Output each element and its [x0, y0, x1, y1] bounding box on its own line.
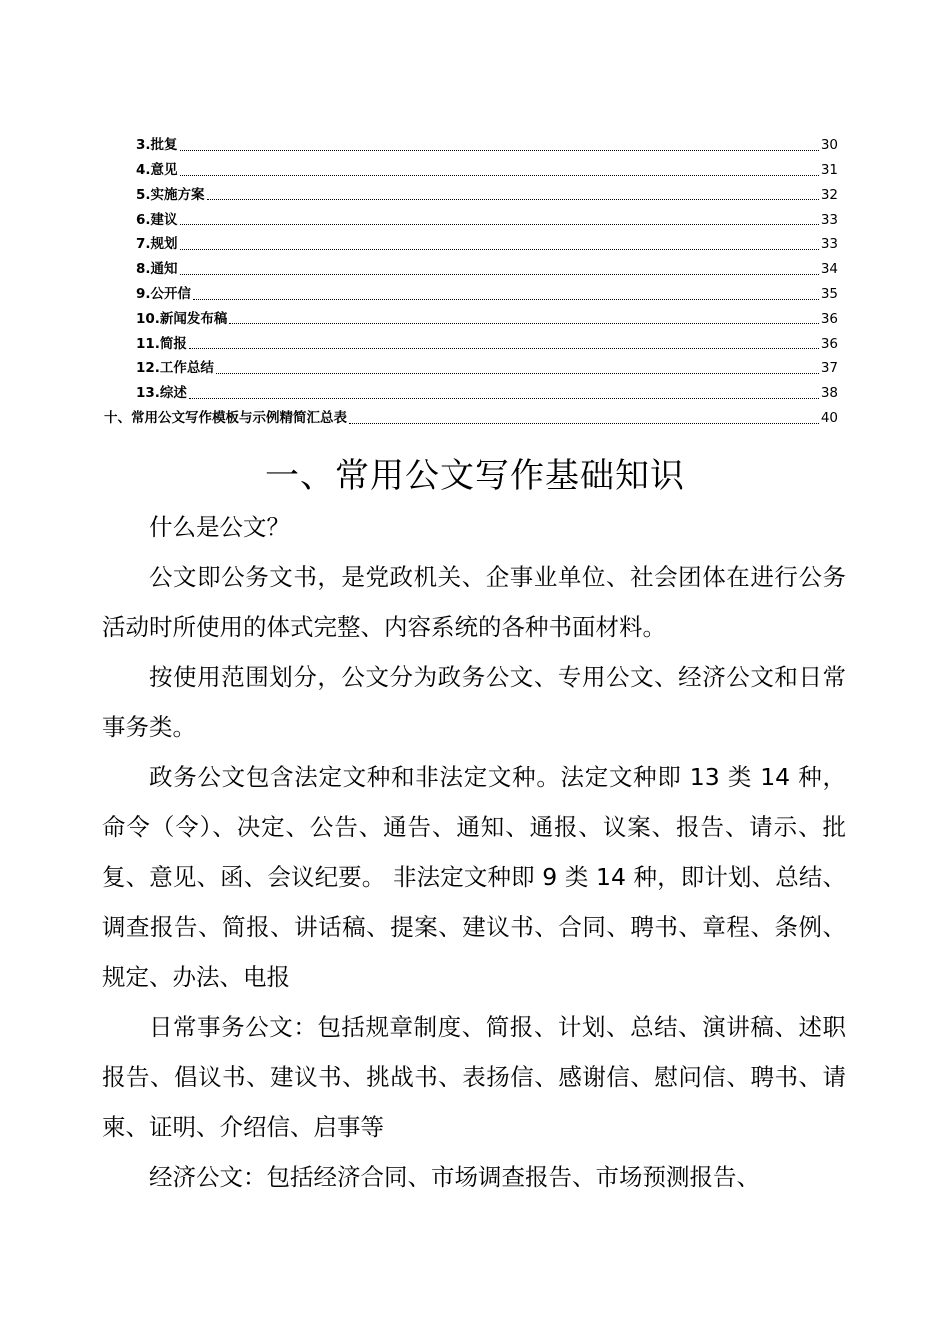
toc-dot-leader: [193, 298, 819, 300]
toc-dot-leader: [180, 273, 819, 275]
paragraph: 公文即公务文书，是党政机关、企事业单位、社会团体在进行公务活动时所使用的体式完整、内容系统的各种书面材料。: [102, 563, 846, 641]
toc-entry-label: 十、常用公文写作模板与示例精简汇总表: [104, 410, 347, 427]
toc-entry[interactable]: [104, 302, 838, 327]
toc-entry-label: 10.新闻发布稿: [136, 310, 228, 327]
toc-entry-label: 8.通知: [136, 261, 178, 278]
toc-dot-leader: [216, 372, 819, 374]
toc-entry[interactable]: [104, 153, 838, 178]
toc-page-number: 40: [820, 410, 838, 427]
toc-entry-label: 5.实施方案: [136, 186, 205, 203]
toc-dot-leader: [180, 174, 819, 176]
toc-entry[interactable]: [104, 277, 838, 302]
toc-dot-leader: [189, 397, 819, 399]
toc-entry-label: 7.规划: [136, 236, 178, 253]
toc-entry[interactable]: [104, 351, 838, 376]
toc-dot-leader: [180, 149, 819, 151]
toc-page-number: 36: [820, 310, 838, 327]
toc-entry-label: 4.意见: [136, 162, 178, 179]
toc-dot-leader: [207, 198, 819, 200]
toc-page-number: 37: [820, 360, 838, 377]
toc-entry[interactable]: [104, 128, 838, 153]
toc-entry-label: 13.综述: [136, 385, 187, 402]
toc-page-number: 32: [820, 186, 838, 203]
table-of-contents: [104, 128, 838, 426]
toc-page-number: 36: [820, 335, 838, 352]
paragraph: 什么是公文？: [149, 513, 290, 541]
toc-entry[interactable]: [104, 227, 838, 252]
toc-dot-leader: [229, 322, 818, 324]
toc-page-number: 31: [820, 162, 838, 179]
section-title: 一、常用公文写作基础知识: [265, 456, 685, 496]
toc-entry[interactable]: [104, 326, 838, 351]
toc-dot-leader: [180, 248, 819, 250]
toc-entry-chapter[interactable]: [104, 401, 838, 426]
paragraph: 按使用范围划分，公文分为政务公文、专用公文、经济公文和日常事务类。: [102, 663, 846, 741]
toc-dot-leader: [189, 347, 819, 349]
paragraph: 经济公文：包括经济合同、市场调查报告、市场预测报告、: [149, 1163, 760, 1191]
toc-entry[interactable]: [104, 376, 838, 401]
toc-dot-leader: [180, 223, 819, 225]
toc-page-number: 33: [820, 236, 838, 253]
toc-entry-label: 6.建议: [136, 211, 178, 228]
toc-entry[interactable]: [104, 178, 838, 203]
toc-page-number: 34: [820, 261, 838, 278]
toc-dot-leader: [349, 422, 819, 424]
body-text: [102, 502, 846, 1202]
toc-page-number: 33: [820, 211, 838, 228]
toc-entry-label: 11.简报: [136, 335, 187, 352]
toc-page-number: 38: [820, 385, 838, 402]
toc-page-number: 30: [820, 137, 838, 154]
toc-entry-label: 3.批复: [136, 137, 178, 154]
paragraph: 政务公文包含法定文种和非法定文种。法定文种即 13 类 14 种，命令（令）、决定、公告、通告、通知、通报、议案、报告、请示、批复、意见、函、会议纪要。 非法定文种即 9 类 14 种，即计划、总结、调查报告、简报、讲话稿、提案、建议书、合同、聘书、章程、条例、规定、办法、电报: [102, 763, 846, 991]
toc-entry-label: 9.公开信: [136, 286, 192, 303]
toc-entry[interactable]: [104, 252, 838, 277]
toc-page-number: 35: [820, 286, 838, 303]
toc-entry[interactable]: [104, 202, 838, 227]
paragraph: 日常事务公文：包括规章制度、简报、计划、总结、演讲稿、述职报告、倡议书、建议书、挑战书、表扬信、感谢信、慰问信、聘书、请柬、证明、介绍信、启事等: [102, 1013, 846, 1141]
toc-entry-label: 12.工作总结: [136, 360, 214, 377]
